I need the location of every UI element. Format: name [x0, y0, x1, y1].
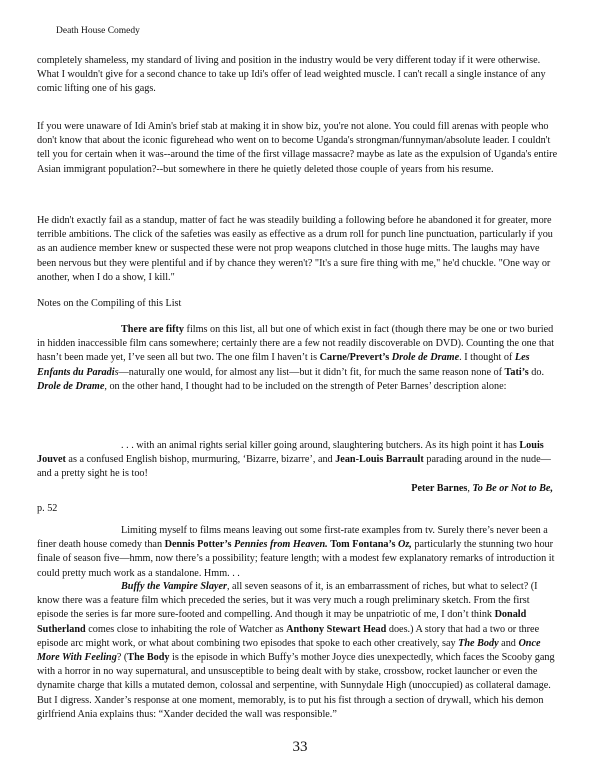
emphasis: Jean-Louis Barrault	[335, 454, 424, 466]
text-run: . . . with an animal rights serial killer going around, slaughtering butchers. As its high point it has	[121, 440, 520, 451]
block-quote	[37, 439, 561, 516]
emphasis: Anthony Stewart Head	[286, 623, 387, 635]
quote-attribution	[37, 482, 561, 496]
text-run: and	[498, 637, 519, 649]
emphasis: There are fifty	[121, 324, 184, 335]
text-run: parading around in the nude—and a pretty sight he is too!	[37, 454, 551, 480]
emphasis: Tom Fontana’s	[330, 539, 396, 551]
text-run: as a confused English bishop, murmuring, ‘Bizarre, bizarre’, and	[65, 454, 336, 466]
emphasis: Carne/Prevert’s	[319, 352, 390, 364]
running-header: Death House Comedy	[56, 26, 140, 36]
text-run: s	[114, 366, 119, 378]
show-title: Pennies from Heaven.	[234, 539, 328, 551]
text-run: , all seven seasons of it, is an embarrassment of riches, but what to select? (I know there was a feature film which preceded the series, but it was very much a rough preliminary sketch. From the first episode the series is far more sure-footed and compelling. And though it may be unpatriotic of me, I don’t think	[37, 581, 538, 621]
text-run: . I thought of	[459, 352, 515, 364]
paragraph-text: If you were unaware of Idi Amin's brief stab at making it in show biz, you're not alone. You could fill arenas with people who don't know that about the iconic figurehead who went on to become Uganda's strongman/funnyman/absolute leader. I couldn't tell you for certain when it was--around the time of the first village massacre? maybe as late as the expulsion of Uganda's entire Asian immigrant population?--but somewhere in there he quietly deleted those couple of years from his resume.	[37, 121, 558, 175]
text-run: films on this list, all but one of which exist in fact (though there may be one or two buried in hidden inaccessible film cans somewhere; certainly there are a few not readily discoverable on DVD). Counting the one that hasn’t been made yet, I’ve seen all but two. The one film I haven’t is	[37, 324, 555, 364]
emphasis: Donald Sutherland	[37, 609, 527, 635]
quote-text	[37, 439, 561, 482]
paragraph-1	[37, 54, 561, 97]
text-run: do.	[528, 366, 544, 378]
paragraph-text	[37, 524, 561, 581]
paragraph-6	[37, 580, 561, 722]
emphasis: Louis Jouvet	[37, 440, 544, 466]
text-run: comes close to inhabiting the role of Watcher as	[85, 623, 287, 635]
paragraph-2	[37, 120, 561, 177]
notes-heading	[37, 297, 561, 311]
author-name: Peter Barnes	[411, 482, 468, 494]
film-title: Drole de Drame	[37, 380, 105, 392]
emphasis: Tati’s	[504, 366, 529, 378]
show-title: Buffy the Vampire Slayer	[121, 581, 227, 592]
paragraph-text	[37, 580, 561, 722]
paragraph-4	[37, 323, 561, 394]
text-run: ,	[467, 482, 473, 494]
book-title: To Be or Not to Be,	[472, 482, 553, 494]
paragraph-3	[37, 214, 561, 285]
paragraph-text: completely shameless, my standard of living and position in the industry would be very different today if it were otherwise. What I wouldn't give for a second chance to take up Idi's offer of lead weighted muscle. I can't recall a single instance of any comic lifting one of his gags.	[37, 55, 546, 95]
emphasis: The Body	[127, 652, 170, 664]
text-run: particularly the stunning two hour finale of season five—hmm, now there’s a possibility; feature length; with a modest few explanatory remarks of introduction it could pretty much work as a standalone. Hmm. . .	[37, 539, 555, 579]
emphasis: Dennis Potter’s	[164, 539, 232, 551]
page-reference: p. 52	[37, 502, 58, 514]
text-run: , on the other hand, I thought had to be included on the strength of Peter Barnes’ description alone:	[104, 380, 507, 392]
film-title: Les Enfants du Paradi	[37, 352, 530, 378]
episode-title: The Body	[458, 637, 499, 649]
section-heading: Notes on the Compiling of this List	[37, 298, 182, 309]
episode-title: Once More With Feeling	[37, 637, 541, 664]
text-run: does.) A story that had a two or three episode arc might work, or what about combining two episodes that spoke to each other creatively, say	[37, 623, 540, 649]
text-run: —naturally one would, for almost any list—but it didn’t fit, for much the same reason none of	[118, 366, 505, 378]
page-number: 33	[292, 739, 308, 755]
text-run: ? (	[116, 652, 128, 664]
film-title: Drole de Drame	[391, 352, 460, 364]
show-title: Oz,	[397, 539, 412, 551]
text-run: is the episode in which Buffy’s mother Joyce dies unexpectedly, which faces the Scooby gang with a horror in no way supernatural, and unsusceptible to being dealt with by stake, crossbow, rocket launcher or even the dynamite charge that kills a mutated demon, colossal and serpentine, with Sunnydale High (unoccupied) as collateral damage. But I digress. Xander’s response at one moment, memorably, is to put his fist through a section of drywall, which his demon girlfriend Ania explains thus: “Xander decided the wall was responsible.”	[37, 652, 555, 720]
text-run: Limiting myself to films means leaving out some first-rate examples from tv. Surely there’s never been a finer death house comedy than	[37, 525, 548, 551]
paragraph-text: He didn't exactly fail as a standup, matter of fact he was steadily building a following before he abandoned it for greater, more terrible ambitions. The click of the safeties was easily as effective as a drum roll for punch line punctuation, particularly if you as an audience member knew or suspected these were not prop weapons clutched in those huge mitts. The laughs may have been nervous but they were plentiful and if by chance they weren't? "It's a sure fire thing with me," he'd chuckle. "One way or another, when I do a show, I kill."	[37, 215, 553, 283]
paragraph-5	[37, 524, 561, 581]
paragraph-text	[37, 323, 561, 394]
